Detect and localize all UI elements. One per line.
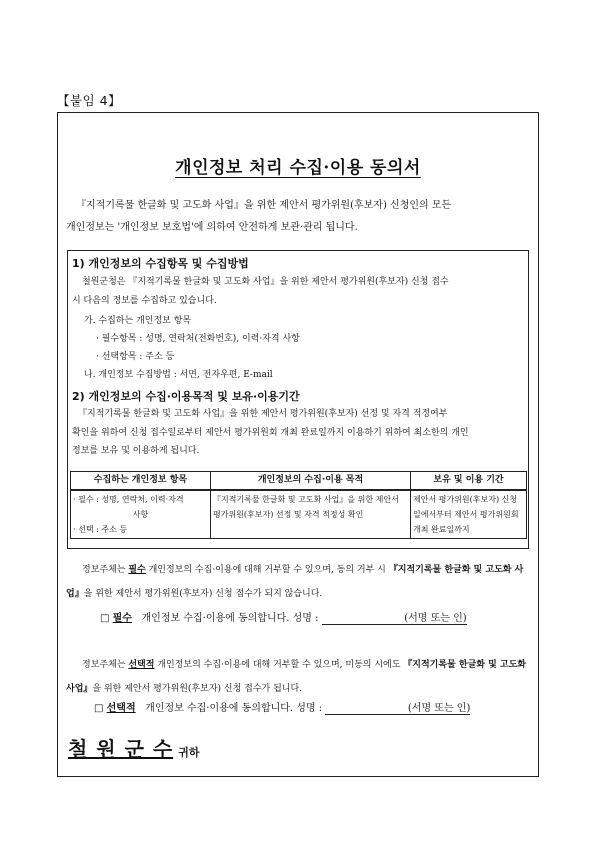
section1-text: [72, 273, 524, 310]
section2-heading: 2) 개인정보의 수집·이용목적 및 보유·이용기간: [72, 390, 300, 403]
optional-items: · 선택항목 : 주소 등: [96, 352, 175, 362]
table-cell-items: [71, 490, 211, 539]
item-ga: 가. 수집하는 개인정보 항목: [84, 316, 192, 326]
optional-keyword: 선택적: [128, 660, 155, 670]
table-cell-purpose: 『지적기록물 한글화 및 고도화 사업』을 위한 제안서 평가위원(후보자) 선정 및 자격 적정성 확인: [211, 490, 411, 539]
table-header: 보유 및 이용 기간: [411, 472, 527, 491]
table-cell-period: 제안서 평가위원(후보자) 신청일에서부터 제안서 평가위원회 개최 완료일까지: [411, 490, 527, 539]
intro-paragraph: [66, 195, 530, 239]
cell-line: · 필수 : 성명, 연락처, 이력·자격: [73, 495, 184, 504]
required-items: · 필수항목 : 성명, 연락처(전화번호), 이력·자격 사항: [96, 334, 300, 344]
table-header: 개인정보의 수집·이용 목적: [211, 472, 411, 491]
table-header-row: [71, 472, 527, 491]
intro-line-2: 개인정보는 '개인정보 보호법'에 의하여 안전하게 보관·관리 됩니다.: [66, 222, 358, 233]
text: 개인정보의 수집·이용에 대해 거부할 수 있으며, 미동의 시에도: [154, 660, 404, 670]
optional-signature-field[interactable]: [325, 699, 470, 715]
section2-text-line-3: 정보를 보유 및 이용하게 됩니다.: [72, 446, 200, 456]
consent-required-paragraph: [66, 558, 530, 606]
sign-hint: (서명 또는 인): [404, 613, 467, 624]
section1-heading: 1) 개인정보의 수집항목 및 수집방법: [72, 257, 249, 270]
text: 을 위한 제안서 평가위원(후보자) 신청 접수가 되지 않습니다.: [83, 589, 323, 599]
required-keyword: 필수: [128, 565, 146, 575]
text: 정보주체는: [82, 660, 129, 670]
required-consent-checkbox[interactable]: □: [100, 613, 110, 624]
section1-text-line-1: 철원군청은 『지적기록물 한글화 및 고도화 사업』을 위한 제안서 평가위원(후보자) 신청 접수: [82, 277, 449, 287]
addressee-honorific: 귀하: [178, 746, 200, 759]
section2-text-line-1: 『지적기록물 한글화 및 고도화 사업』을 위한 제안서 평가위원(후보자) 선정 및 자격 적정여부: [78, 409, 448, 419]
sign-hint: (서명 또는 인): [407, 703, 471, 714]
optional-label: 선택적: [106, 703, 136, 714]
consent-optional-paragraph: [66, 653, 530, 701]
cell-line: 사항: [132, 510, 149, 519]
attachment-label: 【붙임 4】: [57, 93, 122, 108]
project-name: 『지적기록물 한글화 및 고도화 사업』: [66, 565, 524, 599]
cell-line: · 선택 : 주소 등: [73, 525, 128, 534]
section2-text-line-2: 확인을 위하여 신청 접수일로부터 제안서 평가위원회 개최 완료일까지 이용하기 위하여 최소한의 개인: [72, 427, 469, 438]
required-agree-text: 개인정보 수집·이용에 동의합니다. 성명 :: [141, 613, 319, 624]
consent-optional-row: [94, 699, 530, 715]
addressee: [68, 733, 200, 762]
required-label: 필수: [112, 613, 132, 624]
form-title: 개인정보 처리 수집·이용 동의서: [175, 158, 421, 178]
table-row: [71, 490, 527, 539]
project-name: 『지적기록물 한글화 및 고도화 사업』: [66, 660, 526, 694]
section1-text-line-2: 시 다음의 정보를 수집하고 있습니다.: [72, 295, 217, 306]
privacy-details-box: [67, 250, 529, 549]
privacy-table: [70, 471, 527, 539]
consent-required-row: [100, 609, 530, 625]
text: 을 위한 제안서 평가위원(후보자) 신청 접수가 됩니다.: [92, 684, 303, 694]
optional-consent-checkbox[interactable]: □: [94, 703, 104, 714]
text: 정보주체는: [82, 565, 129, 575]
table-header: 수집하는 개인정보 항목: [71, 472, 211, 491]
consent-form-frame: [57, 112, 539, 777]
required-signature-field[interactable]: [322, 609, 467, 625]
section2-text: [72, 405, 524, 461]
text: 개인정보의 수집·이용에 대해 거부할 수 있으며, 동의 거부 시: [145, 565, 389, 575]
optional-agree-text: 개인정보 수집·이용에 동의합니다. 성명 :: [145, 703, 323, 714]
addressee-name: 철 원 군 수: [68, 737, 174, 761]
item-na: 나. 개인정보 수집방법 : 서면, 전자우편, E-mail: [84, 370, 273, 380]
intro-line-1: 『지적기록물 한글화 및 고도화 사업』을 위한 제안서 평가위원(후보자) 신청인의 모든: [76, 200, 452, 211]
